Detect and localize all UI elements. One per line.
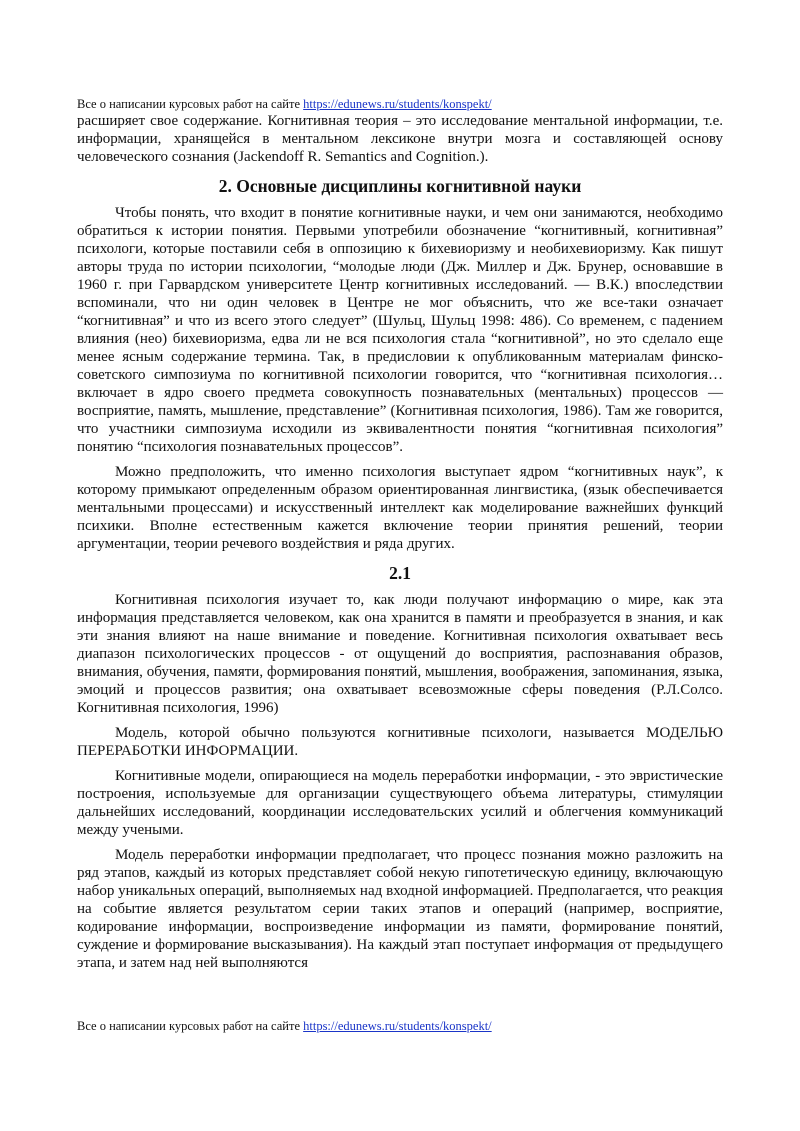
- section-2-1-paragraph-3: Когнитивные модели, опирающиеся на модель переработки информации, - это эвристические построения, используемые для организации существующего объема литературы, стимуляции дальнейших исследований, координации исследовательских усилий и облегчения коммуникаций между учеными.: [77, 768, 723, 838]
- footer-link[interactable]: https://edunews.ru/students/konspekt/: [303, 1019, 492, 1033]
- document-page: [77, 96, 723, 972]
- header-note: [77, 96, 723, 112]
- section-2-paragraph-2: Можно предположить, что именно психология выступает ядром “когнитивных наук”, к которому примыкают определенным образом ориентированная лингвистика, (язык обеспечивается ментальными процессами) и искусственный интеллект как моделирование важнейших функций психики. Вполне естественным кажется включение теории принятия решений, теории аргументации, теории речевого воздействия и ряда других.: [77, 464, 723, 552]
- header-note-text: Все о написании курсовых работ на сайте: [77, 97, 304, 111]
- section-2-1-paragraph-1: Когнитивная психология изучает то, как люди получают информацию о мире, как эта информация представляется человеком, как она хранится в памяти и преобразуется в знания, и как эти знания влияют на наше внимание и поведение. Когнитивная психология охватывает весь диапазон психологических процессов - от ощущений до восприятия, распознавания образов, внимания, обучения, памяти, формирования понятий, мышления, воображения, запоминания, языка, эмоций и процессов развития; она охватывает всевозможные сферы поведения (Р.Л.Солсо. Когнитивная психология, 1996): [77, 592, 723, 716]
- section-2-heading: 2. Основные дисциплины когнитивной науки: [218, 176, 582, 196]
- intro-paragraph: расширяет свое содержание. Когнитивная теория – это исследование ментальной информации, т.е. информации, хранящейся в ментальном лексиконе внутри мозга и составляющей основу человеческого сознания (Jackendoff R. Semantics and Cognition.).: [77, 113, 723, 165]
- section-2-1-heading: 2.1: [389, 563, 411, 583]
- section-2-1-paragraph-4: Модель переработки информации предполагает, что процесс познания можно разложить на ряд этапов, каждый из которых представляет собой некую гипотетическую единицу, включающую набор уникальных операций, выполняемых над входной информацией. Предполагается, что реакция на событие является результатом серии таких этапов и операций (например, восприятие, кодирование информации, воспроизведение информации из памяти, формирование понятий, суждение и формирование высказывания). На каждый этап поступает информация от предыдущего этапа, и затем над ней выполняются: [77, 847, 723, 971]
- footer-note-text: Все о написании курсовых работ на сайте: [77, 1019, 304, 1033]
- section-2-1-paragraph-2: Модель, которой обычно пользуются когнитивные психологи, называется МОДЕЛЬЮ ПЕРЕРАБОТКИ ИНФОРМАЦИИ.: [77, 725, 723, 759]
- footer-note: [77, 1018, 492, 1034]
- header-link[interactable]: https://edunews.ru/students/konspekt/: [303, 97, 492, 111]
- section-2-paragraph-1: Чтобы понять, что входит в понятие когнитивные науки, и чем они занимаются, необходимо обратиться к истории понятия. Первыми употребили обозначение “когнитивный, когнитивная” психологи, которые поставили себя в оппозицию к бихевиоризму и необихевиоризму. Как пишут авторы труда по истории психологии, “молодые люди (Дж. Миллер и Дж. Брунер, основавшие в 1960 г. при Гарвардском университете Центр когнитивных исследований. — В.К.) впоследствии вспоминали, что ни один человек в Центре не мог объяснить, что же все-таки означает “когнитивная” и что из всего этого следует” (Шульц, Шульц 1998: 486). Со временем, с падением влияния (нео) бихевиоризма, едва ли не вся психология стала “когнитивной”, но это сделало еще менее ясным содержание термина. Так, в предисловии к опубликованным материалам финско-советского симпозиума по когнитивной психологии говорится, что “когнитивная психология… включает в ядро своего предмета совокупность познавательных (ментальных) процессов — восприятие, память, мышление, представление” (Когнитивная психология, 1986). Там же говорится, что участники симпозиума исходили из эквивалентности понятия “когнитивная психология” понятию “психология познавательных процессов”.: [77, 205, 723, 455]
